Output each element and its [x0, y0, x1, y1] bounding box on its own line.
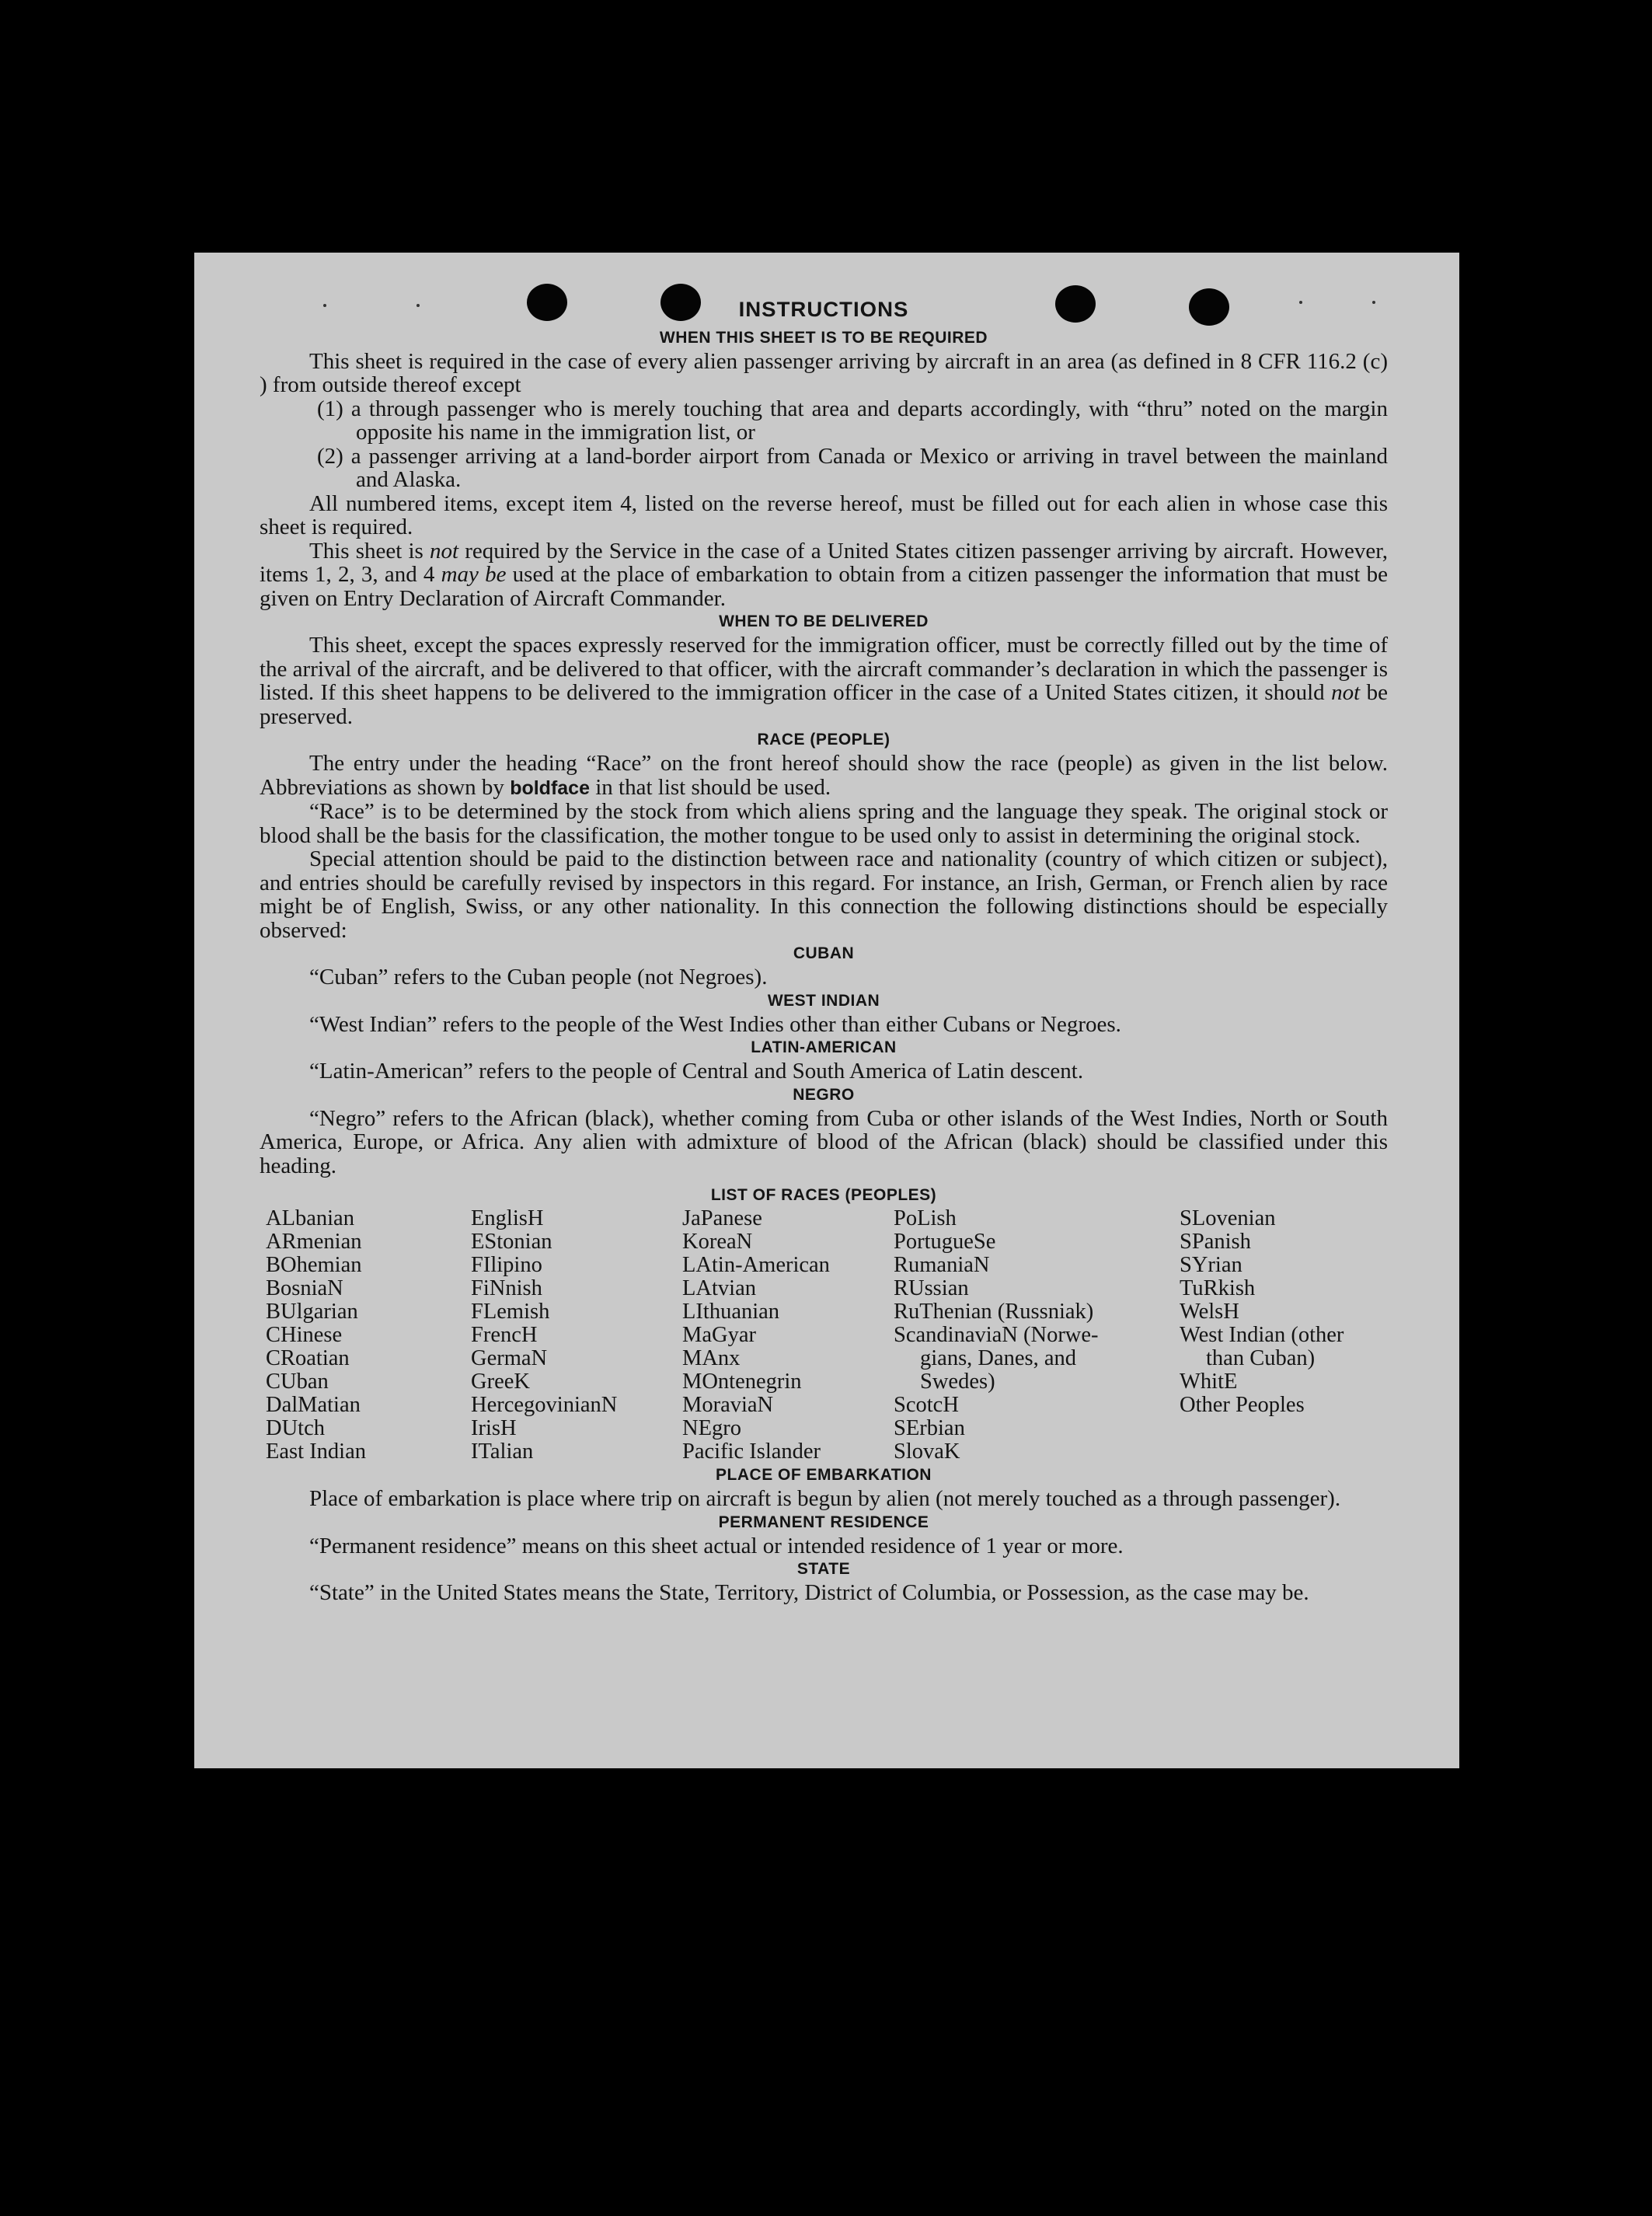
- race-entry: DalMatian: [266, 1393, 361, 1417]
- page-title: INSTRUCTIONS: [738, 298, 909, 321]
- races-column: [682, 1207, 894, 1464]
- race-entry: ARmenian: [266, 1230, 362, 1254]
- race-entry: SLovenian: [1180, 1206, 1276, 1230]
- race-entry: PoLish: [894, 1206, 957, 1230]
- race-entry: EStonian: [471, 1230, 552, 1254]
- race-entry: WelsH: [1180, 1300, 1239, 1324]
- list-item: (1) a through passenger who is merely touching that area and departs accordingly, with “thru” noted on the margin opposite his name in the immigration list, or: [317, 396, 1388, 445]
- race-entry: HercegovinianN: [471, 1393, 618, 1417]
- race-entry: LIthuanian: [682, 1300, 780, 1324]
- race-entry: NEgro: [682, 1416, 741, 1440]
- races-column: [266, 1207, 471, 1464]
- paragraph: All numbered items, except item 4, listed on the reverse hereof, must be filled out for each alien in whose case this sheet is required.: [260, 490, 1388, 539]
- race-entry: CRoatian: [266, 1346, 350, 1370]
- section-heading: STATE: [796, 1560, 851, 1578]
- paragraph: [260, 633, 1388, 728]
- section-heading: NEGRO: [793, 1085, 855, 1104]
- race-entry: BosniaN: [266, 1276, 343, 1300]
- text-run: This sheet is: [309, 538, 430, 564]
- race-entry: ScotcH: [894, 1393, 959, 1417]
- race-entry: ITalian: [471, 1440, 534, 1464]
- paragraph: [260, 752, 1388, 800]
- race-entry: TuRkish: [1180, 1276, 1256, 1300]
- race-entry: EnglisH: [471, 1206, 544, 1230]
- section-heading: WEST INDIAN: [767, 991, 880, 1010]
- race-entry: GermaN: [471, 1346, 548, 1370]
- race-entry: MOntenegrin: [682, 1370, 802, 1394]
- race-entry: gians, Danes, and: [920, 1346, 1077, 1370]
- race-entry: FLemish: [471, 1300, 550, 1324]
- text-run: This sheet, except the spaces expressly reserved for the immigration officer, must be correctly filled out by the time of the arrival of the aircraft, and be delivered to that officer, with the aircraft commander’s declaration in which the passenger is listed. If this sheet happens to be delivered to the immigration officer in the case of a United States citizen, it should: [260, 633, 1388, 705]
- race-entry: BUlgarian: [266, 1300, 358, 1324]
- race-entry: DUtch: [266, 1416, 325, 1440]
- emphasis: may be: [441, 562, 507, 587]
- race-entry: LAtin-American: [682, 1253, 830, 1277]
- races-column: [894, 1207, 1180, 1464]
- races-column: [471, 1207, 682, 1464]
- section-heading: PERMANENT RESIDENCE: [718, 1513, 929, 1531]
- race-entry: MAnx: [682, 1346, 741, 1370]
- document-sheet: [194, 253, 1459, 1768]
- text-run: required by the Service in the case of a United States citizen passenger arriving by aircraft. However, items 1, 2, 3, and 4: [260, 538, 1388, 587]
- race-entry: KoreaN: [682, 1230, 753, 1254]
- race-entry: SYrian: [1180, 1253, 1242, 1277]
- race-entry: BOhemian: [266, 1253, 362, 1277]
- section-heading: LIST OF RACES (PEOPLES): [710, 1186, 937, 1204]
- list-item: (2) a passenger arriving at a land-border airport from Canada or Mexico or arriving in travel between the mainland and Alaska.: [317, 443, 1388, 492]
- race-entry: SErbian: [894, 1416, 965, 1440]
- text-run: The entry under the heading “Race” on the front hereof should show the race (people) as given in the list below. Abbreviations as shown by: [260, 751, 1388, 800]
- paragraph: Place of embarkation is place where trip on aircraft is begun by alien (not merely touched as a through passenger).: [309, 1486, 1341, 1511]
- races-column: [1180, 1207, 1413, 1464]
- race-entry: MaGyar: [682, 1323, 756, 1347]
- race-entry: RuThenian (Russniak): [894, 1300, 1094, 1324]
- race-entry: FIlipino: [471, 1253, 542, 1277]
- races-table: [266, 1207, 1388, 1464]
- definition: “Latin-American” refers to the people of Central and South America of Latin descent.: [309, 1059, 1084, 1084]
- race-entry: Other Peoples: [1180, 1393, 1305, 1417]
- paragraph: This sheet is required in the case of every alien passenger arriving by aircraft in an area (as defined in 8 CFR 116.2 (c) ) from outside thereof except: [260, 348, 1388, 397]
- race-entry: RumaniaN: [894, 1253, 990, 1277]
- emphasis: not: [430, 538, 459, 564]
- emphasis: not: [1331, 680, 1361, 705]
- race-entry: GreeK: [471, 1370, 530, 1394]
- paragraph: “Negro” refers to the African (black), whether coming from Cuba or other islands of the West Indies, North or South America, Europe, or Africa. Any alien with admixture of blood of the African (black) should be classified under this heading.: [260, 1105, 1388, 1178]
- section-heading: LATIN-AMERICAN: [751, 1038, 897, 1056]
- race-entry: CHinese: [266, 1323, 343, 1347]
- paragraph: Special attention should be paid to the distinction between race and nationality (country of which citizen or subject), and entries should be carefully revised by inspectors in this regard. For instance, an Irish, German, or French alien by race might be of English, Swiss, or any other nationality. In this connection the following distinctions should be especially observed:: [260, 846, 1388, 943]
- definition: “Permanent residence” means on this sheet actual or intended residence of 1 year or more.: [309, 1533, 1124, 1558]
- race-entry: West Indian (other: [1180, 1323, 1344, 1347]
- paragraph: [260, 539, 1388, 611]
- race-entry: FrencH: [471, 1323, 538, 1347]
- section-heading: WHEN THIS SHEET IS TO BE REQUIRED: [659, 328, 988, 347]
- race-entry: LAtvian: [682, 1276, 756, 1300]
- text-run: used at the place of embarkation to obtain from a citizen passenger the information that must be given on Entry Declaration of Aircraft Commander.: [260, 562, 1389, 611]
- boldface-word: boldface: [510, 776, 590, 799]
- race-entry: SlovaK: [894, 1440, 960, 1464]
- section-heading: WHEN TO BE DELIVERED: [719, 612, 929, 630]
- paragraph: “Race” is to be determined by the stock from which aliens spring and the language they speak. The original stock or blood shall be the basis for the classification, the mother tongue to be used only to assist in determining the original stock.: [260, 799, 1388, 848]
- race-entry: PortugueSe: [894, 1230, 996, 1254]
- text-run: in that list should be used.: [589, 774, 831, 800]
- definition: “Cuban” refers to the Cuban people (not Negroes).: [309, 965, 768, 989]
- race-entry: East Indian: [266, 1440, 367, 1464]
- race-entry: CUban: [266, 1370, 329, 1394]
- text-run: be preserved.: [260, 680, 1389, 729]
- race-entry: RUssian: [894, 1276, 969, 1300]
- paragraph: “State” in the United States means the State, Territory, District of Columbia, or Possession, as the case may be.: [309, 1580, 1309, 1605]
- race-entry: FiNnish: [471, 1276, 542, 1300]
- race-entry: Swedes): [920, 1370, 995, 1394]
- race-entry: than Cuban): [1206, 1346, 1316, 1370]
- section-heading: PLACE OF EMBARKATION: [716, 1466, 932, 1484]
- race-entry: ScandinaviaN (Norwe-: [894, 1323, 1099, 1347]
- race-entry: SPanish: [1180, 1230, 1251, 1254]
- race-entry: IrisH: [471, 1416, 517, 1440]
- race-entry: ALbanian: [266, 1206, 354, 1230]
- section-heading: CUBAN: [793, 944, 855, 962]
- race-entry: JaPanese: [682, 1206, 762, 1230]
- race-entry: WhitE: [1180, 1370, 1238, 1394]
- race-entry: MoraviaN: [682, 1393, 774, 1417]
- section-heading: RACE (PEOPLE): [757, 731, 890, 749]
- race-entry: Pacific Islander: [682, 1440, 821, 1464]
- definition: “West Indian” refers to the people of the West Indies other than either Cubans or Negroes.: [309, 1011, 1121, 1037]
